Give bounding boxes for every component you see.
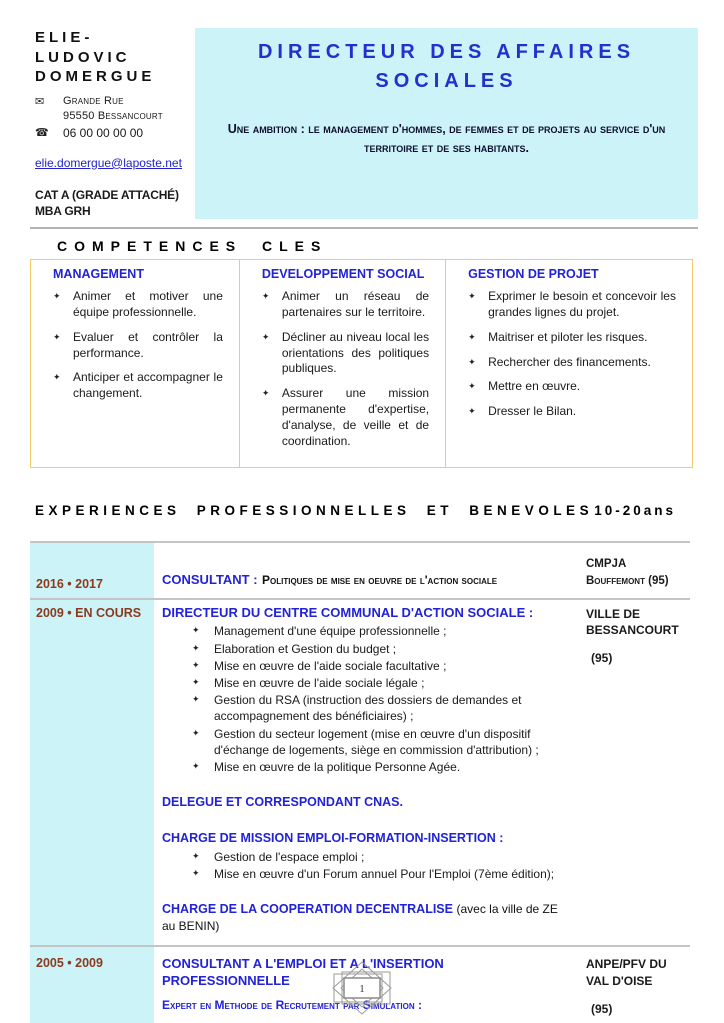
table-row xyxy=(30,543,690,600)
job-subtitle-note: (avec la ville de ZE au BENIN) xyxy=(162,902,558,934)
list-item xyxy=(39,370,231,402)
task-item: Gestion du RSA (instruction des dossiers de demandes et accompagnement des bénéficiaires) ; xyxy=(214,693,522,724)
phone-row xyxy=(35,125,189,142)
list-item xyxy=(162,623,574,639)
job-title: CONSULTANT A L'EMPLOI ET A L'INSERTION PROFESSIONNELLE xyxy=(162,956,444,988)
organisation-line: CMPJA xyxy=(586,558,627,571)
competence-item: Mettre en œuvre. xyxy=(488,379,581,394)
star-bullet-icon: ✦ xyxy=(192,761,200,772)
star-bullet-icon: ✦ xyxy=(261,389,270,400)
title-line: SOCIALES xyxy=(375,70,518,92)
name-line: ELIE- xyxy=(35,29,94,46)
list-item xyxy=(162,849,574,865)
experience-dates xyxy=(30,600,154,945)
job-subtitle: CHARGE DE MISSION EMPLOI-FORMATION-INSERTION : xyxy=(162,831,504,846)
star-bullet-icon: ✦ xyxy=(53,332,61,343)
list-item xyxy=(248,386,437,449)
star-bullet-icon: ✦ xyxy=(192,869,200,880)
star-bullet-icon: ✦ xyxy=(192,695,200,706)
competence-item: Anticiper et accompagner le changement. xyxy=(73,370,223,401)
experiences-heading: EXPERIENCES PROFESSIONNELLES ET BENEVOLES xyxy=(35,502,594,518)
competence-column-gestion-de-projet xyxy=(446,260,692,466)
list-item xyxy=(454,289,684,321)
competence-item: Assurer une mission permanente d'expertise, d'analyse, de veille et de coordination. xyxy=(281,386,430,448)
name-line: LUDOVIC xyxy=(35,48,131,66)
job-subtitle: CHARGE DE LA COOPERATION DECENTRALISE xyxy=(162,902,453,917)
job-subtitle-with-note xyxy=(162,901,574,935)
header xyxy=(35,28,698,219)
date-range: 2009 • EN COURS xyxy=(36,605,142,620)
competence-column-title: MANAGEMENT xyxy=(53,267,144,282)
competence-column-title: GESTION DE PROJET xyxy=(468,267,599,282)
phone-number: 06 00 00 00 00 xyxy=(63,126,144,141)
task-item: Gestion du secteur logement (mise en œuvre d'un dispositif d'échange de logements, siège en commission d'attribution) ; xyxy=(214,726,539,757)
star-bullet-icon: ✦ xyxy=(468,357,476,368)
list-item xyxy=(162,675,574,691)
organisation-line: Bouffemont (95) xyxy=(586,574,669,587)
star-bullet-icon: ✦ xyxy=(468,407,476,418)
star-bullet-icon: ✦ xyxy=(468,292,476,303)
address-street: Grande Rue xyxy=(63,94,124,107)
competence-column-management xyxy=(31,260,240,466)
star-bullet-icon: ✦ xyxy=(468,332,476,343)
star-bullet-icon: ✦ xyxy=(53,373,61,384)
address-row xyxy=(35,109,189,125)
contact-block xyxy=(35,28,195,219)
competence-item: Animer et motiver une équipe professionnelle. xyxy=(73,289,223,319)
competence-item: Dresser le Bilan. xyxy=(488,404,577,419)
list-item xyxy=(39,289,231,321)
job-title: DIRECTEUR DU CENTRE COMMUNAL D'ACTION SOCIALE : xyxy=(162,604,534,620)
task-item: Management d'une équipe professionnelle ; xyxy=(214,624,447,639)
organisation-line: VAL D'OISE xyxy=(586,973,653,988)
experience-dates xyxy=(30,947,154,1023)
task-list xyxy=(162,623,574,775)
email-link[interactable]: elie.domergue@laposte.net xyxy=(35,155,182,170)
star-bullet-icon: ✦ xyxy=(192,660,200,671)
date-range: 2005 • 2009 xyxy=(36,956,103,971)
task-item: Gestion de l'espace emploi ; xyxy=(214,849,365,864)
grade-line: CAT A (GRADE ATTACHÉ) xyxy=(35,187,179,202)
header-divider xyxy=(30,227,698,229)
title-line: DIRECTEUR DES AFFAIRES xyxy=(257,41,636,63)
name-line: DOMERGUE xyxy=(35,68,156,85)
experience-dates xyxy=(30,543,154,598)
task-item: Elaboration et Gestion du budget ; xyxy=(214,641,397,656)
competences-box xyxy=(30,259,693,467)
experience-organisation xyxy=(578,947,690,1023)
job-subtitle: Expert en Methode de Recrutement par Simulation : xyxy=(162,997,422,1012)
organisation-line: BESSANCOURT xyxy=(586,623,679,638)
star-bullet-icon: ✦ xyxy=(192,626,200,637)
competence-item: Animer un réseau de partenaires sur le territoire. xyxy=(281,289,430,319)
phone-icon: ☎ xyxy=(35,126,49,140)
competence-item: Evaluer et contrôler la performance. xyxy=(73,329,223,360)
experience-description xyxy=(154,543,578,598)
star-bullet-icon: ✦ xyxy=(261,292,270,303)
role-detail: Politiques de mise en oeuvre de l'action sociale xyxy=(262,572,498,587)
page-number: 1 xyxy=(359,983,365,995)
star-bullet-icon: ✦ xyxy=(468,382,476,393)
list-item xyxy=(162,692,574,724)
star-bullet-icon: ✦ xyxy=(53,292,61,303)
ornament-frame-icon xyxy=(323,961,401,1015)
competence-item: Maitriser et piloter les risques. xyxy=(488,329,648,344)
list-item xyxy=(454,355,684,371)
list-item xyxy=(162,866,574,882)
title-box xyxy=(195,28,698,219)
experiences-table xyxy=(30,541,690,1023)
list-item xyxy=(454,330,684,346)
task-item: Mise en œuvre de l'aide sociale légale ; xyxy=(214,676,425,691)
page-title xyxy=(219,38,674,96)
organisation-department: (95) xyxy=(591,651,613,666)
candidate-name xyxy=(35,28,189,87)
star-bullet-icon: ✦ xyxy=(192,643,200,654)
list-item xyxy=(248,289,437,321)
task-item: Mise en œuvre de l'aide sociale facultative ; xyxy=(214,658,447,673)
envelope-icon: ✉ xyxy=(35,94,45,108)
task-item: Mise en œuvre de la politique Personne Agée. xyxy=(214,759,461,774)
list-item xyxy=(454,379,684,395)
role-line xyxy=(162,570,574,591)
task-item: Mise en œuvre d'un Forum annuel Pour l'Emploi (7ème édition); xyxy=(214,867,555,882)
list-item xyxy=(162,759,574,775)
competence-column-title: DEVELOPPEMENT SOCIAL xyxy=(261,267,425,282)
list-item xyxy=(248,330,437,377)
role-title: CONSULTANT : xyxy=(162,571,258,587)
star-bullet-icon: ✦ xyxy=(192,678,200,689)
ambition-statement: Une ambition : le management d'hommes, de femmes et de projets au service d'un territoire et de ses habitants. xyxy=(227,122,666,155)
date-range: 2016 • 2017 xyxy=(36,576,103,591)
address-row xyxy=(35,94,189,110)
list-item xyxy=(162,641,574,657)
experiences-heading-row xyxy=(35,503,676,518)
star-bullet-icon: ✦ xyxy=(192,728,200,739)
grade-block xyxy=(35,187,189,219)
table-row xyxy=(30,600,690,947)
experience-description xyxy=(154,600,578,945)
task-list xyxy=(162,849,574,882)
organisation-line: ANPE/PFV DU xyxy=(586,957,667,972)
competence-item: Décliner au niveau local les orientations des politiques publiques. xyxy=(281,329,430,376)
list-item xyxy=(39,330,231,362)
experience-organisation xyxy=(578,543,690,598)
list-item xyxy=(162,658,574,674)
page-number-ornament xyxy=(323,961,401,1015)
experiences-duration: 10-20ans xyxy=(594,502,676,518)
competence-item: Exprimer le besoin et concevoir les grandes lignes du projet. xyxy=(488,289,676,319)
list-item xyxy=(454,404,684,420)
contact-details xyxy=(35,94,189,143)
organisation-department: (95) xyxy=(591,1001,613,1016)
competence-item: Rechercher des financements. xyxy=(488,354,651,369)
address-city: 95550 Bessancourt xyxy=(63,110,163,123)
organisation-line: VILLE DE xyxy=(586,606,641,621)
experience-organisation xyxy=(578,600,690,945)
grade-line: MBA GRH xyxy=(35,203,91,218)
list-item xyxy=(162,726,574,758)
competence-column-developpement-social xyxy=(240,260,446,466)
competences-heading: COMPETENCES CLES xyxy=(57,238,328,255)
star-bullet-icon: ✦ xyxy=(192,851,200,862)
job-subtitle: DELEGUE ET CORRESPONDANT CNAS. xyxy=(162,795,403,810)
star-bullet-icon: ✦ xyxy=(261,332,270,343)
